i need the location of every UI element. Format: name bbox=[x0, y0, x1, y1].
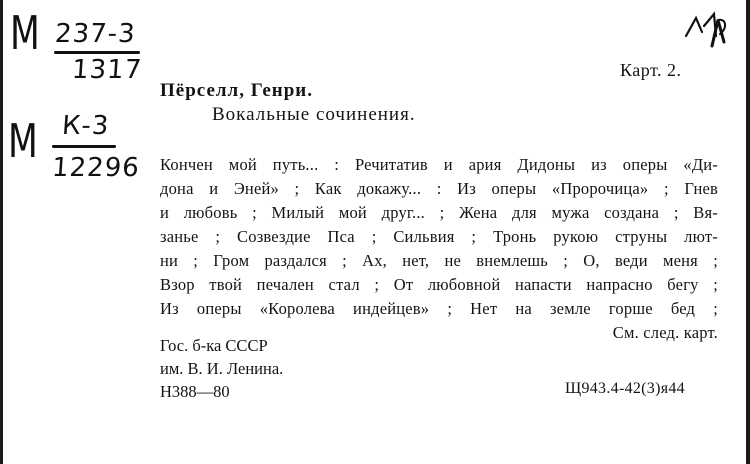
contents-line: дона и Эней» ; Как докажу... : Из оперы «Пророчица» ; Гнев bbox=[160, 179, 718, 198]
contents-line: и любовь ; Милый мой друг... ; Жена для мужа создана ; Вя- bbox=[160, 203, 718, 222]
classification-code: Щ943.4-42(3)я44 bbox=[565, 380, 685, 397]
contents-line: Кончен мой путь... : Речитатив и ария Дидоны из оперы «Ди- bbox=[160, 155, 718, 174]
shelfmark-2-bottom: 12296 bbox=[50, 153, 141, 183]
contents-line: Из оперы «Королева индейцев» ; Нет на земле горше бед ; bbox=[160, 299, 718, 318]
card-number: Карт. 2. bbox=[620, 60, 682, 80]
shelfmark-1-bottom: 1317 bbox=[70, 55, 144, 85]
shelfmark-1-letter: М bbox=[10, 6, 41, 60]
contents-line: ни ; Гром раздался ; Ах, нет, не внемлешь ; О, веди меня ; bbox=[160, 251, 718, 270]
corner-handwritten-mark bbox=[682, 6, 730, 50]
author-heading: Пёрселл, Генри. bbox=[160, 80, 313, 101]
work-title: Вокальные сочинения. bbox=[212, 104, 416, 125]
library-name-continued: им. В. И. Ленина. bbox=[160, 359, 284, 378]
contents-note bbox=[160, 153, 718, 345]
contents-line: занье ; Созвездие Пса ; Сильвия ; Тронь рукою струны лют- bbox=[160, 227, 718, 246]
card-print-code: Н388—80 bbox=[160, 382, 230, 401]
see-next-card: См. след. карт. bbox=[612, 323, 718, 342]
shelfmark-2-letter: М bbox=[8, 114, 39, 168]
shelfmark-1-top: 237-3 bbox=[53, 19, 137, 49]
card-left-edge bbox=[0, 0, 3, 464]
library-imprint bbox=[160, 334, 283, 403]
contents-line: Взор твой печален стал ; От любовной напасти напрасно бегу ; bbox=[160, 275, 718, 294]
card-right-edge bbox=[746, 0, 750, 464]
library-name: Гос. б-ка СССР bbox=[160, 336, 268, 355]
shelfmark-1-divider bbox=[54, 51, 140, 54]
shelfmark-2-divider bbox=[52, 145, 116, 148]
shelfmark-2-top: К-3 bbox=[60, 111, 111, 141]
